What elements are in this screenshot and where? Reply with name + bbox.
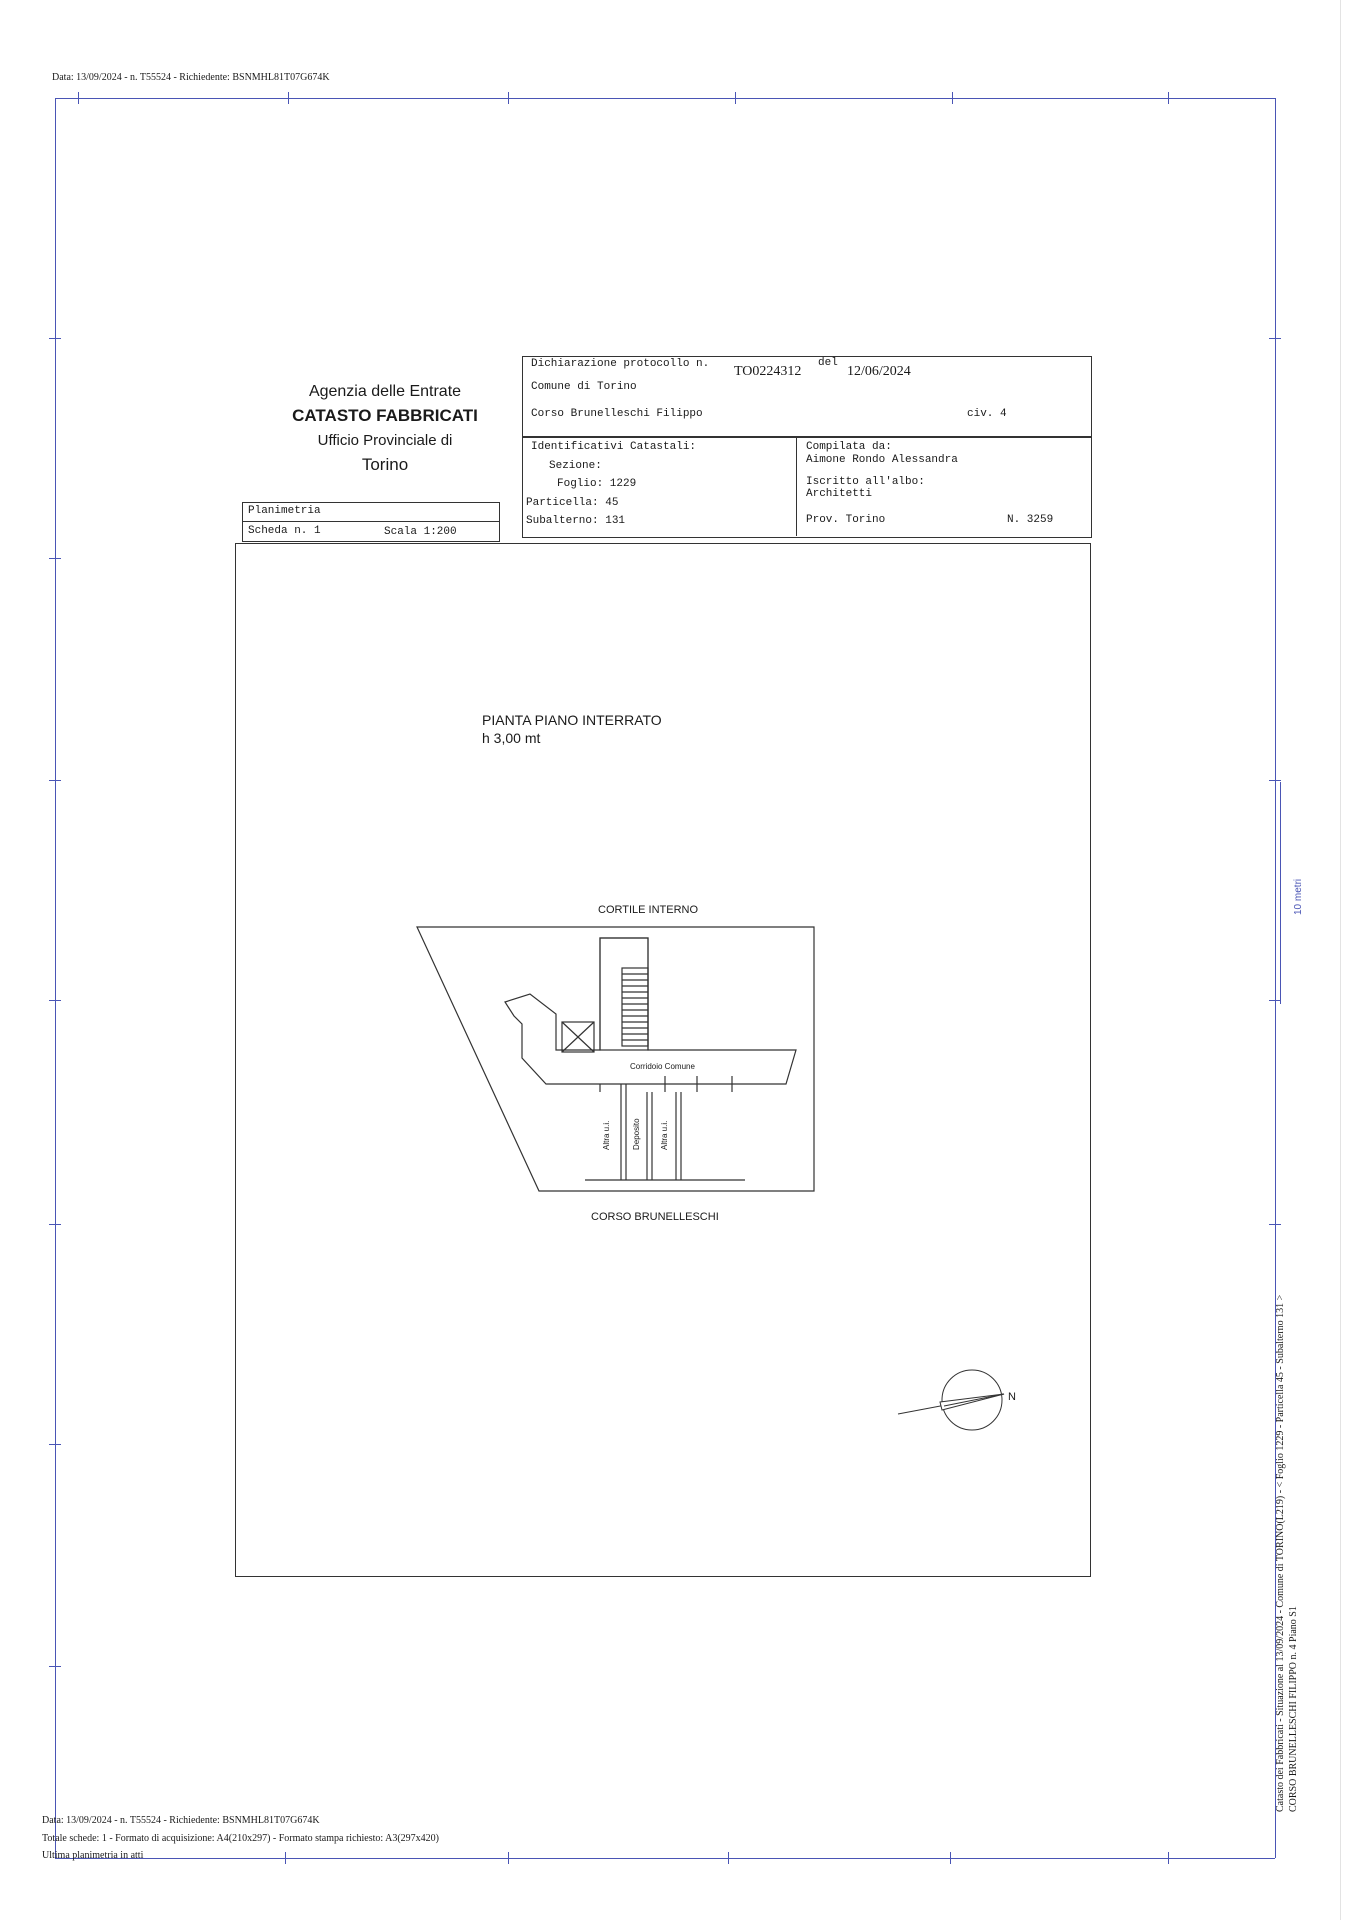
scala: Scala 1:200: [384, 526, 457, 538]
footer-line-2: Totale schede: 1 - Formato di acquisizione: A4(210x297) - Formato stampa richiesto: A3(297x420): [42, 1833, 439, 1844]
compilata-label: Compilata da:: [806, 441, 892, 453]
room-center-label: Deposito: [632, 1118, 641, 1150]
north-arrow: [898, 1370, 1004, 1430]
plan-title: PIANTA PIANO INTERRATO: [482, 712, 662, 728]
footer-line-3: Ultima planimetria in atti: [42, 1850, 144, 1861]
comune: Comune di Torino: [531, 381, 637, 393]
compilata-name: Aimone Rondo Alessandra: [806, 454, 958, 466]
catasto-title: CATASTO FABBRICATI: [292, 406, 478, 425]
north-label: N: [1008, 1391, 1016, 1403]
ruler-label: 10 metri: [1293, 878, 1304, 915]
corridor-label: Corridoio Comune: [630, 1062, 695, 1071]
address: Corso Brunelleschi Filippo: [531, 408, 703, 420]
provincia: Prov. Torino: [806, 514, 886, 526]
sezione: Sezione:: [549, 460, 602, 472]
del-label: del: [818, 357, 838, 369]
building-outline: [417, 927, 814, 1191]
civic-number: civ. 4: [967, 408, 1007, 420]
subalterno: Subalterno: 131: [526, 515, 626, 527]
protocol-date: 12/06/2024: [847, 364, 911, 379]
side-text-1: Catasto dei Fabbricati - Situazione al 13/09/2024 - Comune di TORINO(L219) - < Foglio 1229 - Particella 45 - Subalterno 131 >: [1275, 1294, 1286, 1812]
ufficio-city: Torino: [361, 455, 409, 474]
top-street-label: CORTILE INTERNO: [598, 904, 699, 916]
foglio: Foglio: 1229: [557, 478, 637, 490]
planimetria-title: Planimetria: [248, 505, 321, 517]
stair-block: [600, 938, 648, 1050]
room-right-label: Altra u.i.: [660, 1120, 669, 1150]
footer-line-1: Data: 13/09/2024 - n. T55524 - Richiedente: BSNMHL81T07G674K: [42, 1815, 320, 1826]
dichiarazione-label: Dichiarazione protocollo n.: [531, 358, 710, 370]
albo-number: N. 3259: [1007, 514, 1054, 526]
identificativi-title: Identificativi Catastali:: [531, 441, 697, 453]
particella: Particella: 45: [526, 497, 619, 509]
plan-height: h 3,00 mt: [482, 730, 541, 746]
iscritto-label: Iscritto all'albo:: [806, 476, 925, 488]
scheda: Scheda n. 1: [248, 525, 321, 537]
header-line: Data: 13/09/2024 - n. T55524 - Richiedente: BSNMHL81T07G674K: [52, 72, 330, 83]
protocol-number: TO0224312: [734, 364, 802, 379]
bottom-street-label: CORSO BRUNELLESCHI: [591, 1211, 719, 1223]
agency-name: Agenzia delle Entrate: [308, 383, 462, 400]
albo: Architetti: [806, 488, 873, 500]
ufficio-label: Ufficio Provinciale di: [317, 432, 453, 449]
side-text-2: CORSO BRUNELLESCHI FILIPPO n. 4 Piano S1: [1288, 1606, 1299, 1812]
room-left-label: Altra u.i.: [602, 1120, 611, 1150]
